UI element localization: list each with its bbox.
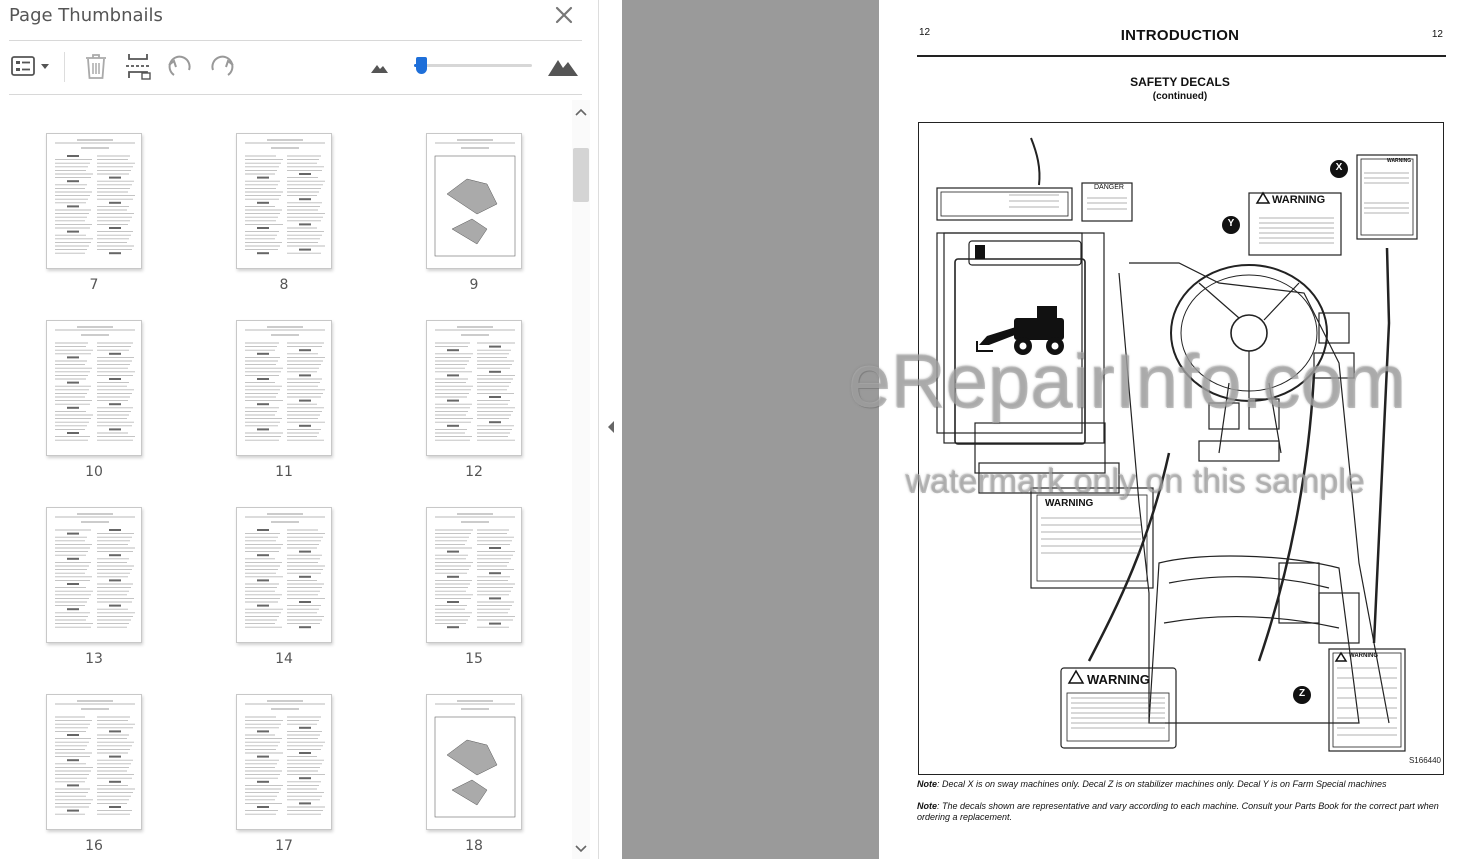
page-thumbnail[interactable] xyxy=(426,320,522,456)
mountain-small-icon xyxy=(368,55,390,77)
decal-danger-label: DANGER xyxy=(1094,184,1124,191)
thumbnail-options-icon xyxy=(9,51,53,81)
note-text: : Decal X is on sway machines only. Decal Z is on stabilizer machines only. Decal Y is on Farm Special machines xyxy=(937,779,1387,789)
zoom-in-thumbnails-button[interactable] xyxy=(544,48,582,84)
rotate-ccw-icon xyxy=(165,51,195,81)
decal-warning-label: WARNING xyxy=(1272,194,1326,206)
zoom-out-thumbnails-button[interactable] xyxy=(366,48,392,84)
thumbnail-page-number: 12 xyxy=(465,464,483,480)
page-thumbnail[interactable] xyxy=(236,507,332,643)
page-thumbnail[interactable] xyxy=(236,320,332,456)
page-number-left: 12 xyxy=(919,27,931,38)
extract-pages-icon xyxy=(124,51,152,81)
page-thumbnail[interactable] xyxy=(236,694,332,830)
mountain-large-icon xyxy=(546,52,580,80)
extract-pages-button[interactable] xyxy=(122,48,154,84)
note-label: Note xyxy=(917,801,937,811)
page-thumbnail[interactable] xyxy=(426,694,522,830)
section-subtitle: (continued) xyxy=(1152,91,1208,102)
panel-title: Page Thumbnails xyxy=(9,5,163,26)
thumbnail-preview xyxy=(237,695,332,830)
close-icon xyxy=(552,3,576,27)
thumbnail-page-number: 13 xyxy=(85,651,103,667)
watermark-notice: watermark only on this sample xyxy=(905,462,1365,500)
page-thumbnail[interactable] xyxy=(46,320,142,456)
decal-warning-label: WARNING xyxy=(1087,672,1150,687)
scroll-up-button[interactable] xyxy=(572,104,590,122)
thumbnail-page-number: 18 xyxy=(465,838,483,854)
thumbnail-preview xyxy=(237,134,332,269)
page-thumbnail[interactable] xyxy=(46,133,142,269)
decal-warning-label: WARNING xyxy=(1349,653,1378,659)
note-representative xyxy=(917,801,1447,823)
thumbnail-scrollbar[interactable] xyxy=(572,100,590,859)
thumbnail-preview xyxy=(47,508,142,643)
page-thumbnail[interactable] xyxy=(236,133,332,269)
decal-warning-label: WARNING xyxy=(1387,158,1412,164)
thumbnail-grid xyxy=(0,100,572,859)
page-number-right: 12 xyxy=(1431,29,1443,40)
triangle-left-icon xyxy=(606,420,616,434)
thumbnail-preview xyxy=(47,134,142,269)
thumbnail-preview xyxy=(237,321,332,456)
scroll-down-button[interactable] xyxy=(572,839,590,857)
thumbnail-page-number: 16 xyxy=(85,838,103,854)
callout-z: Z xyxy=(1298,688,1306,699)
thumbnail-page-number: 15 xyxy=(465,651,483,667)
trash-icon xyxy=(83,51,109,81)
cab-line-drawing xyxy=(919,123,1444,775)
thumbnail-page-number: 8 xyxy=(279,277,289,293)
thumbnail-size-slider[interactable] xyxy=(414,64,532,67)
thumbnail-page-number: 17 xyxy=(275,838,293,854)
thumbnail-toolbar xyxy=(0,48,599,86)
page-thumbnail[interactable] xyxy=(46,507,142,643)
note-text: : The decals shown are representative and vary according to each machine. Consult your Parts Book for the correct part when ordering a replacement. xyxy=(917,801,1439,822)
thumbnail-page-number: 10 xyxy=(85,464,103,480)
close-panel-button[interactable] xyxy=(552,3,576,27)
delete-pages-button[interactable] xyxy=(80,48,112,84)
page-header: INTRODUCTION xyxy=(1120,27,1240,44)
thumbnail-page-number: 9 xyxy=(469,277,479,293)
thumbnail-preview xyxy=(427,321,522,456)
thumbnail-preview xyxy=(47,695,142,830)
rotate-clockwise-button[interactable] xyxy=(206,48,238,84)
note-decal-xyz xyxy=(917,779,1447,790)
section-title: SAFETY DECALS xyxy=(1130,75,1230,89)
chevron-down-icon xyxy=(572,839,590,857)
document-page xyxy=(879,0,1481,859)
thumbnail-preview xyxy=(427,508,522,643)
callout-x: X xyxy=(1335,162,1343,173)
thumbnail-page-number: 7 xyxy=(89,277,99,293)
thumbnail-preview xyxy=(237,508,332,643)
page-thumbnail[interactable] xyxy=(426,133,522,269)
watermark-brand: eRepairInfo.com xyxy=(848,339,1406,424)
rotate-cw-icon xyxy=(207,51,237,81)
decal-warning-label: WARNING xyxy=(1045,498,1094,509)
chevron-up-icon xyxy=(572,104,590,122)
thumbnail-preview xyxy=(427,695,522,830)
toolbar-separator xyxy=(64,52,65,82)
rotate-counterclockwise-button[interactable] xyxy=(164,48,196,84)
document-background xyxy=(622,0,879,859)
note-label: Note xyxy=(917,779,937,789)
scrollbar-thumb[interactable] xyxy=(573,148,589,202)
safety-decals-illustration xyxy=(918,122,1444,775)
page-thumbnail[interactable] xyxy=(46,694,142,830)
thumbnail-page-number: 14 xyxy=(275,651,293,667)
collapse-panel-button[interactable] xyxy=(606,420,616,439)
thumbnail-options-button[interactable] xyxy=(8,48,54,84)
header-rule xyxy=(917,55,1446,57)
title-divider xyxy=(9,40,582,41)
callout-y: Y xyxy=(1227,218,1235,229)
toolbar-divider xyxy=(9,94,582,95)
slider-handle[interactable] xyxy=(416,57,427,74)
thumbnail-page-number: 11 xyxy=(275,464,293,480)
figure-id: S166440 xyxy=(1408,756,1441,765)
page-thumbnails-panel xyxy=(0,0,599,859)
thumbnail-preview xyxy=(47,321,142,456)
thumbnail-preview xyxy=(427,134,522,269)
page-thumbnail[interactable] xyxy=(426,507,522,643)
